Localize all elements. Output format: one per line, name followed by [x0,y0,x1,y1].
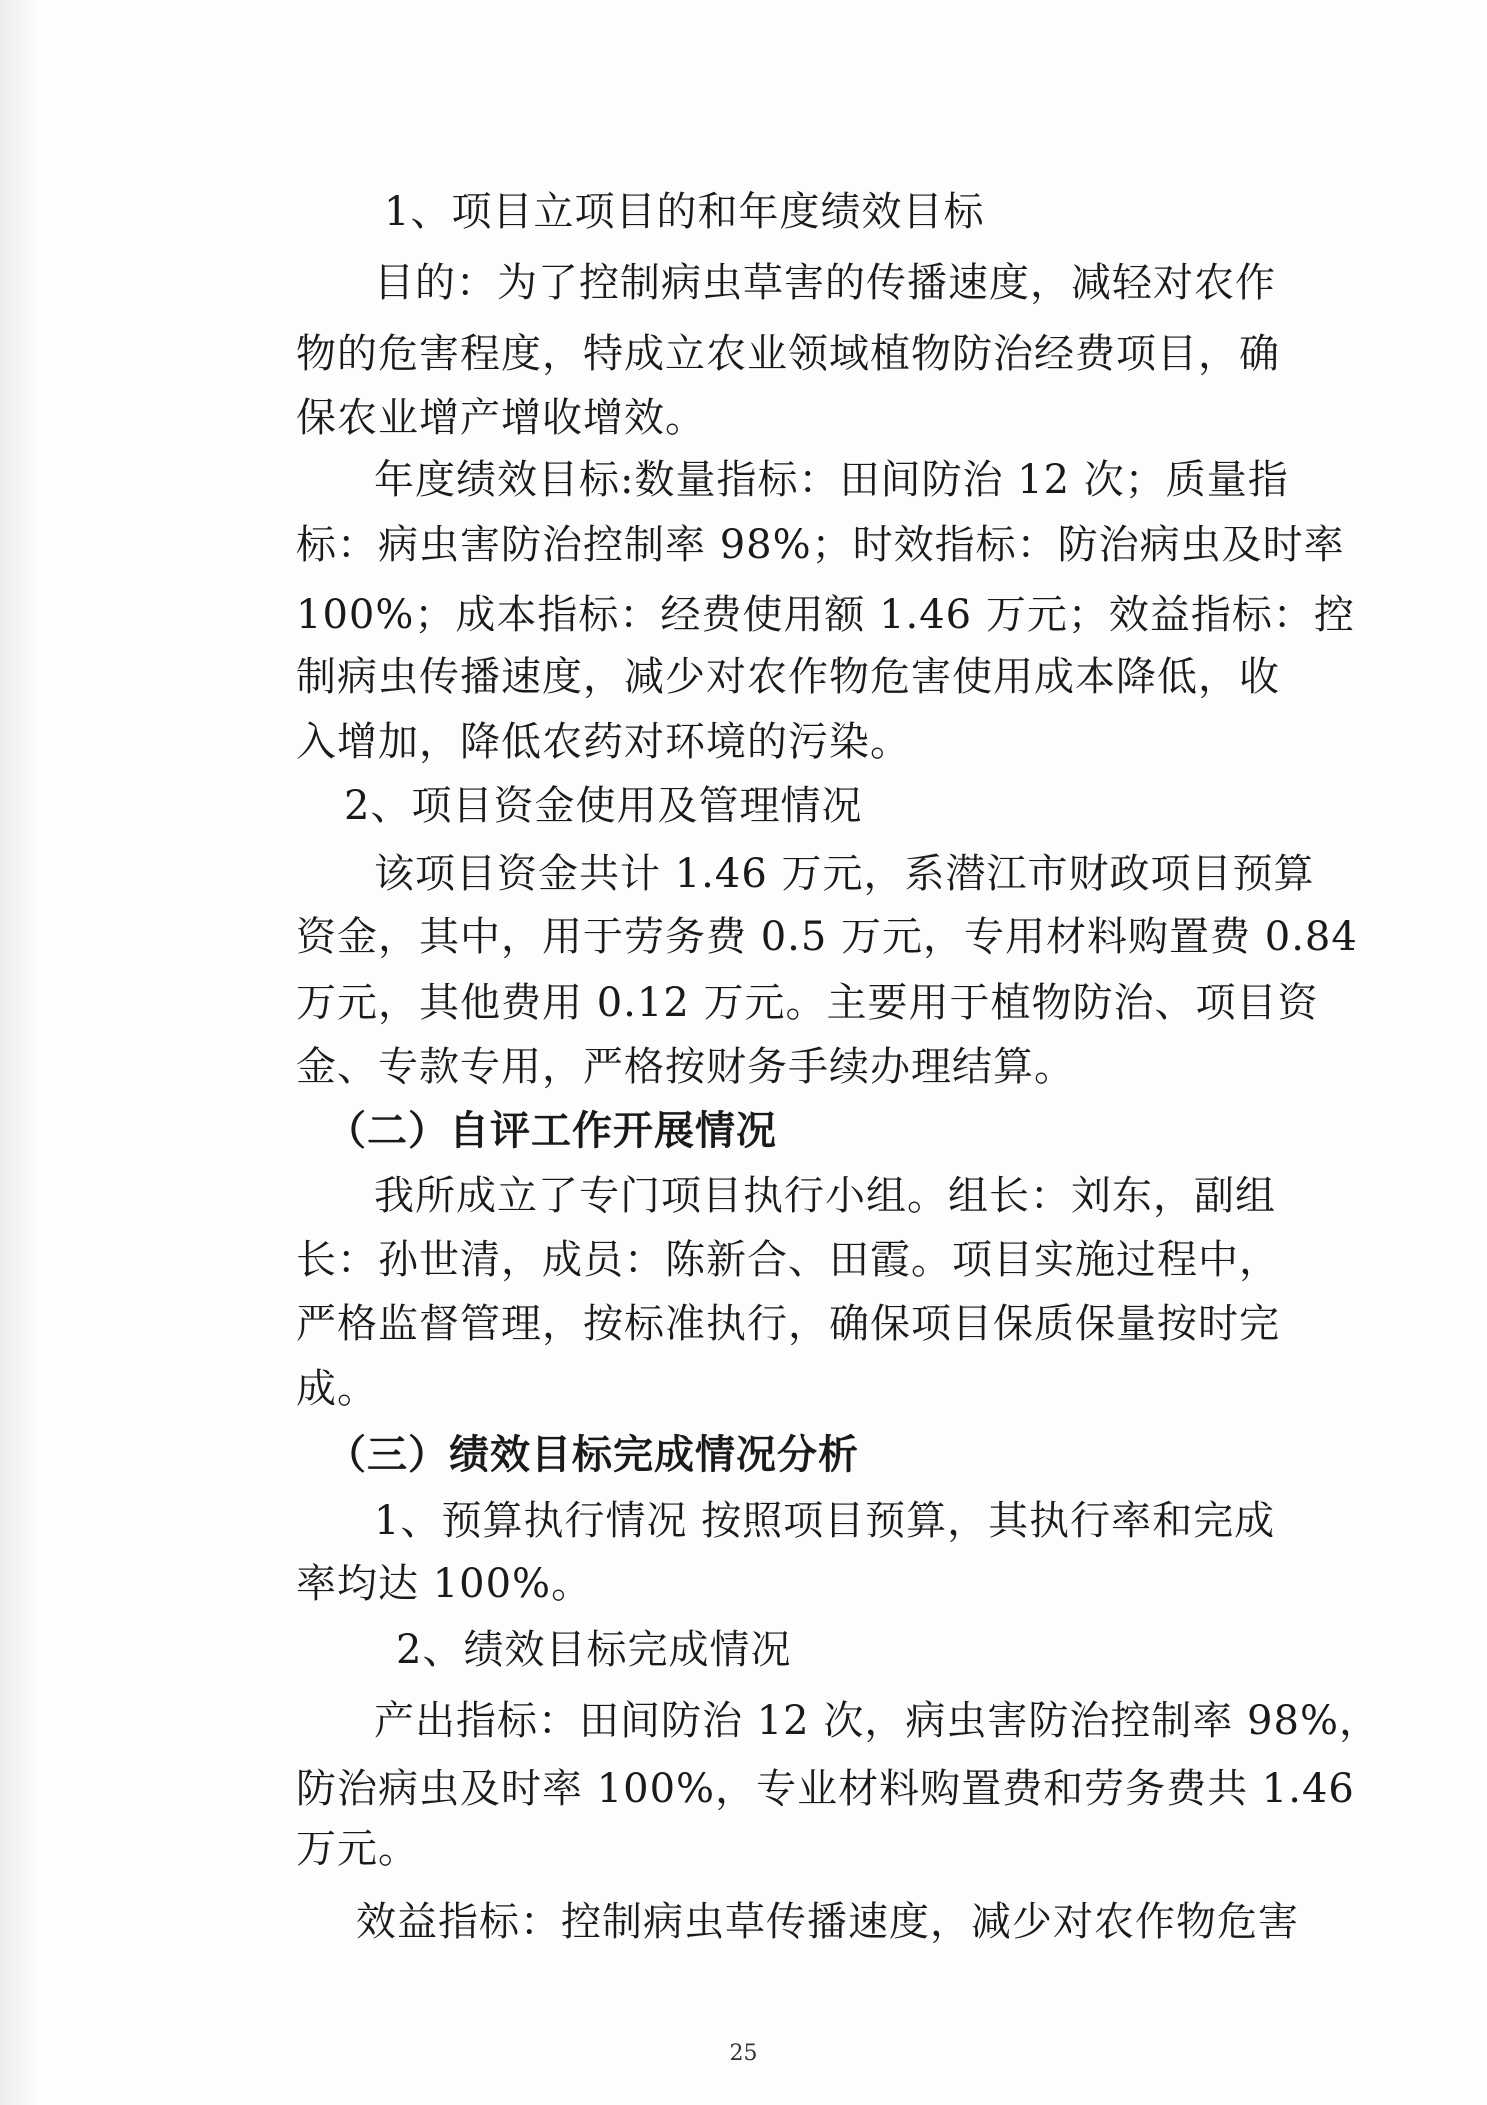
section-heading-2: （二）自评工作开展情况 [326,1107,777,1154]
paragraph-line: 万元，其他费用 0.12 万元。主要用于植物防治、项目资 [296,980,1319,1026]
paragraph-line: 目的：为了控制病虫草害的传播速度，减轻对农作 [374,260,1276,306]
paragraph-line: 成。 [296,1366,378,1412]
paragraph-line: 严格监督管理，按标准执行，确保项目保质保量按时完 [296,1301,1280,1347]
page-number: 25 [729,2041,758,2066]
paragraph-line: 万元。 [296,1826,419,1872]
section-subheading-1: 1、项目立项目的和年度绩效目标 [384,189,985,235]
paragraph-line: 年度绩效目标:数量指标：田间防治 12 次；质量指 [374,457,1289,503]
paragraph-line: 保农业增产增收增效。 [296,395,706,441]
section-subheading-3: 2、绩效目标完成情况 [396,1627,792,1673]
paragraph-line: 防治病虫及时率 100%，专业材料购置费和劳务费共 1.46 [296,1766,1355,1812]
paragraph-line: 制病虫传播速度，减少对农作物危害使用成本降低，收 [296,654,1280,700]
paragraph-line: 资金，其中，用于劳务费 0.5 万元，专用材料购置费 0.84 [296,914,1358,960]
paragraph-line: 长：孙世清，成员：陈新合、田霞。项目实施过程中， [296,1237,1280,1283]
paragraph-line: 率均达 100%。 [296,1561,593,1607]
paragraph-line: 产出指标：田间防治 12 次，病虫害防治控制率 98%， [374,1698,1380,1744]
paragraph-line: 标：病虫害防治控制率 98%；时效指标：防治病虫及时率 [296,522,1345,568]
paragraph-line: 入增加，降低农药对环境的污染。 [296,719,911,765]
paragraph-line: 1、预算执行情况 按照项目预算，其执行率和完成 [374,1498,1276,1544]
paragraph-line: 我所成立了专门项目执行小组。组长：刘东，副组 [374,1173,1276,1219]
scan-edge-shadow [0,0,40,2105]
section-heading-3: （三）绩效目标完成情况分析 [326,1431,859,1478]
paragraph-line: 效益指标：控制病虫草传播速度，减少对农作物危害 [356,1899,1299,1945]
section-subheading-2: 2、项目资金使用及管理情况 [344,783,863,829]
paragraph-line: 金、专款专用，严格按财务手续办理结算。 [296,1044,1075,1090]
paragraph-line: 物的危害程度，特成立农业领域植物防治经费项目，确 [296,331,1280,377]
paragraph-line: 100%；成本指标：经费使用额 1.46 万元；效益指标：控 [296,592,1355,638]
paragraph-line: 该项目资金共计 1.46 万元，系潜江市财政项目预算 [374,851,1315,897]
